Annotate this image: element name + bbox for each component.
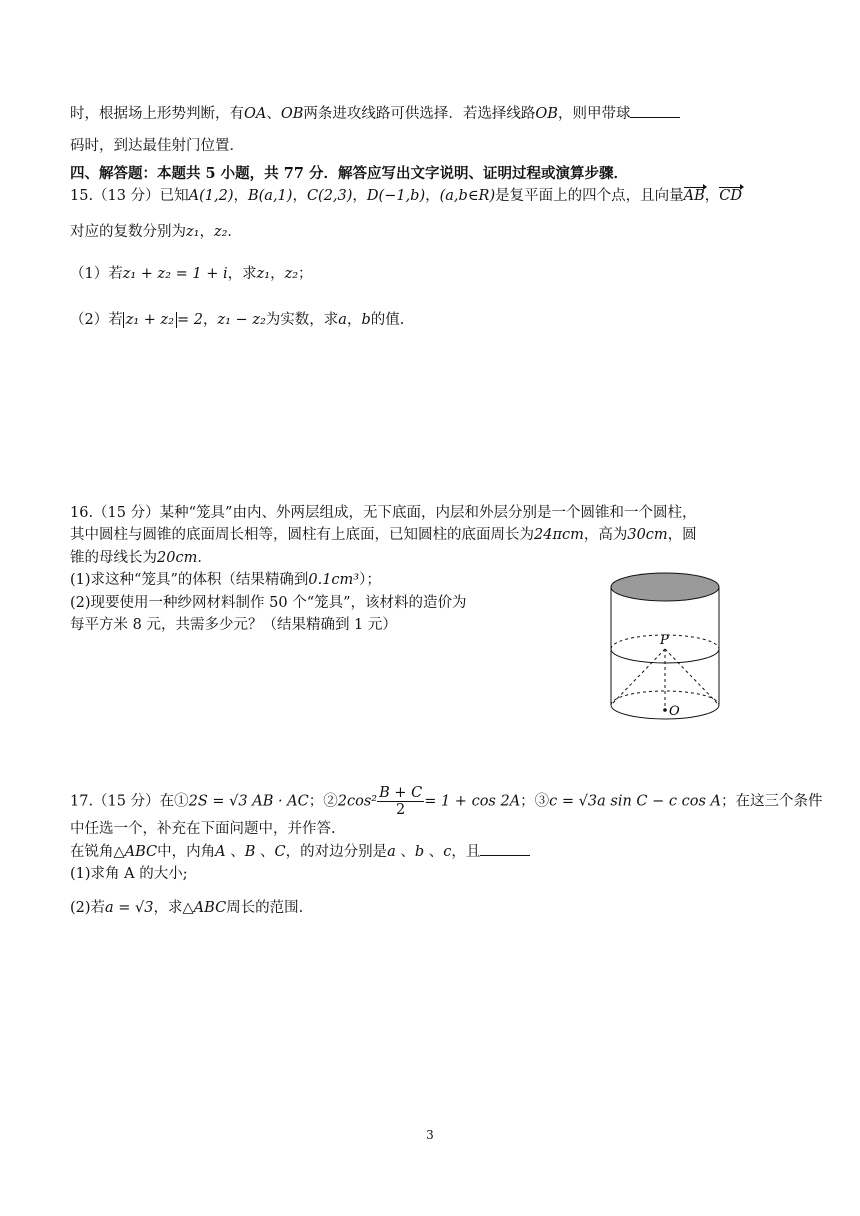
q15-part1-label: （1）若 [70, 266, 123, 282]
vector-CD: CD [719, 188, 743, 204]
cylinder-bottom-front [611, 705, 719, 719]
cone-left-generator [611, 649, 665, 705]
triangle-ABC: △ABC [182, 900, 227, 916]
center-point [663, 708, 667, 712]
page-number: 3 [426, 1128, 434, 1142]
math-z2: z₂ [213, 224, 228, 240]
q17-line-2: 中任选一个，补充在下面问题中，并作答. [70, 821, 336, 837]
q16-text: ． [197, 550, 212, 566]
q16-part1-text: (1)求这种“笼具”的体积（结果精确到 [70, 572, 309, 588]
condition-3: c = √3a sin C − c cos A [549, 793, 721, 810]
q15-part2-label: （2）若 [70, 312, 123, 328]
q15-text: 是复平面上的四个点，且向量 [495, 188, 684, 204]
math-height: 30cm [627, 527, 668, 543]
q17-sep: ；② [308, 793, 338, 810]
math-equation: z₁ + z₂ = 1 + i [122, 266, 228, 282]
q16-part-2-line-2: 每平方米 8 元，共需多少元？（结果精确到 1 元） [70, 617, 397, 633]
answer-blank[interactable] [480, 841, 530, 856]
q15-text: ，求 [227, 266, 257, 282]
condition-1: 2S = √3 AB · AC [188, 793, 309, 810]
math-abs: z₁ + z₂ [123, 312, 177, 328]
q15-text: ； [298, 266, 313, 282]
q16-part-1 [70, 570, 381, 590]
intro-text: 两条进攻线路可供选择．若选择线路 [303, 106, 536, 122]
q16-line-3 [70, 548, 212, 568]
math-OA: OA [244, 106, 267, 122]
q17-label: 17.（15 分）在① [70, 793, 189, 810]
q15-text: ， [203, 312, 218, 328]
q16-text: 锥的母线长为 [70, 550, 157, 566]
q15-text: 对应的复数分别为 [70, 224, 186, 240]
intro-text: 时，根据场上形势判断，有 [70, 106, 244, 122]
q16-text: ，圆 [667, 527, 697, 543]
q15-text: 的值. [370, 312, 405, 328]
fraction-denominator: 2 [396, 802, 406, 818]
q17-line-3: 在锐角△ABC中，内角A 、B 、C，的对边分别是a 、b 、c，且 [70, 841, 530, 862]
math-equation: a = √3 [105, 900, 154, 916]
fraction [377, 785, 424, 818]
triangle-ABC: △ABC [113, 844, 158, 860]
math-z1: z₁ [186, 224, 200, 240]
condition: (a,b∈R) [439, 188, 496, 204]
condition-2-a: 2cos² [337, 793, 378, 810]
label-O: O [669, 704, 680, 719]
q16-line-1: 16.（15 分）某种“笼具”由内、外两层组成，无下底面，内层和外层分别是一个圆锥和一个圆柱， [70, 505, 697, 521]
cone-right-generator [665, 649, 719, 705]
intro-text: 、 [266, 106, 281, 122]
intro-line-1 [70, 103, 680, 124]
q16-line-2 [70, 525, 697, 545]
math-equation: = 2 [177, 312, 203, 328]
q17-text: ；在这三个条件 [720, 793, 823, 810]
math-z1: z₁ [256, 266, 271, 282]
point-C: C(2,3) [306, 188, 353, 204]
q16-text: ）； [359, 572, 381, 588]
point-D: D(−1,b) [366, 188, 426, 204]
vector-AB: AB [683, 188, 705, 204]
q17-text: 周长的范围. [226, 900, 304, 916]
q17-part-1: (1)求角 A 的大小; [70, 866, 188, 882]
intro-text: ，则甲带球 [557, 106, 631, 122]
fraction-numerator: B + C [379, 785, 423, 801]
q17-text: ，求 [153, 900, 183, 916]
q17-sep: ；③ [520, 793, 550, 810]
q15-part-2: （2）若 z₁ + z₂ = 2，z₁ − z₂为实数，求a，b的值. [70, 312, 405, 328]
cage-figure [600, 565, 730, 740]
math-expression: z₁ − z₂ [217, 312, 266, 328]
q15-label: 15.（13 分）已知 [70, 188, 189, 204]
math-OB: OB [535, 106, 558, 122]
q17-header [70, 785, 822, 818]
q17-part-2 [70, 898, 303, 918]
q15-part-1: （1）若z₁ + z₂ = 1 + i，求z₁，z₂； [70, 266, 313, 282]
label-P: P [660, 633, 669, 648]
cylinder-top-ellipse [611, 573, 719, 601]
point-B: B(a,1) [247, 188, 293, 204]
math-circumference: 24πcm [534, 527, 584, 543]
q15-line-2: 对应的复数分别为z₁，z₂． [70, 224, 242, 240]
q15-header: 15.（13 分）已知A(1,2)，B(a,1)，C(2,3)，D(−1,b)，(a,b∈R)是复平面上的四个点，且向量AB，CD [70, 188, 743, 204]
condition-2-b: = 1 + cos 2A [424, 793, 521, 810]
q16-text: ，高为 [583, 527, 628, 543]
q17-part2-label: (2)若 [70, 900, 106, 916]
q17-text: ，的对边分别是 [285, 844, 388, 860]
q17-text: 在锐角 [70, 844, 114, 860]
math-OB: OB [280, 106, 304, 122]
q17-text: ，且 [451, 844, 481, 860]
math-slant: 20cm [157, 550, 198, 566]
point-A: A(1,2) [188, 188, 234, 204]
math-unit: 0.1cm³ [308, 572, 360, 588]
section-heading: 四、解答题：本题共 5 小题，共 77 分．解答应写出文字说明、证明过程或演算步骤． [70, 165, 628, 182]
q16-part-2-line-1: (2)现要使用一种纱网材料制作 50 个“笼具”，该材料的造价为 [70, 595, 467, 611]
answer-blank[interactable] [630, 103, 680, 118]
math-z2: z₂ [284, 266, 299, 282]
q17-text: 中，内角 [157, 844, 216, 860]
q15-text: 为实数，求 [265, 312, 339, 328]
q16-text: 其中圆柱与圆锥的底面周长相等，圆柱有上底面，已知圆柱的底面周长为 [70, 527, 534, 543]
intro-line-2: 码时，到达最佳射门位置． [70, 138, 244, 154]
